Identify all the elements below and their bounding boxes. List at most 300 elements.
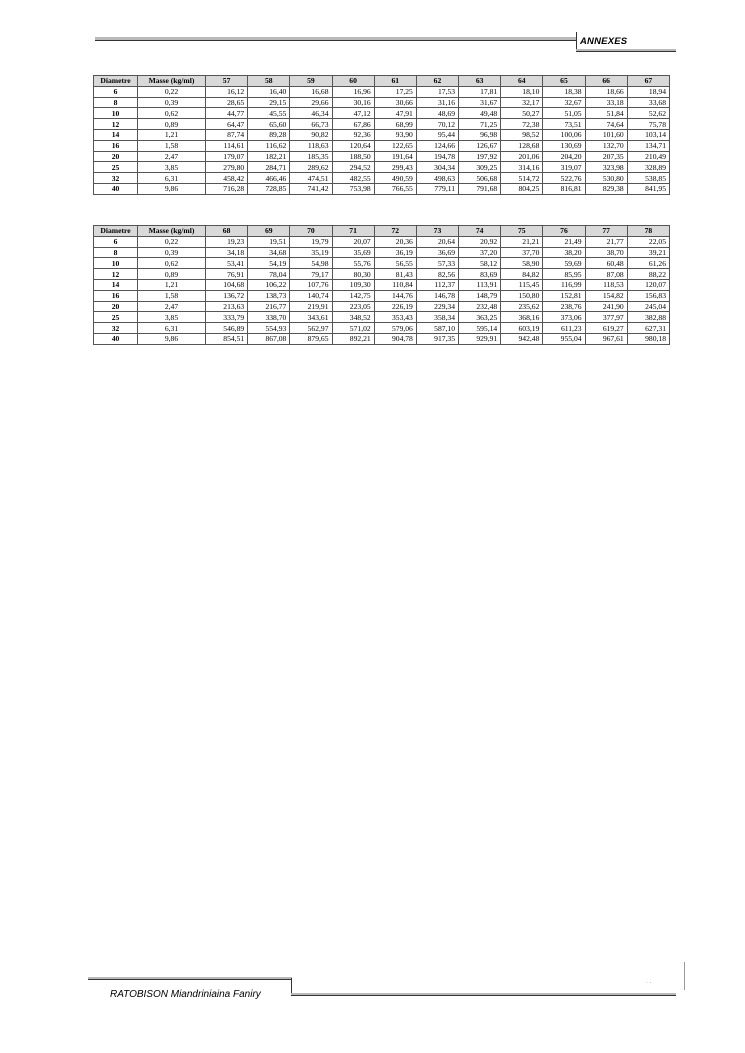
table-row bbox=[94, 97, 670, 108]
cell-section: 967,61 bbox=[585, 333, 627, 344]
cell-section: 66,73 bbox=[290, 119, 332, 130]
cell-mass: 0,22 bbox=[138, 236, 206, 247]
table-row bbox=[94, 301, 670, 312]
cell-section: 482,55 bbox=[332, 173, 374, 184]
header-bar-count: 65 bbox=[543, 76, 585, 87]
cell-section: 741,42 bbox=[290, 183, 332, 194]
cell-mass: 3,85 bbox=[138, 312, 206, 323]
cell-section: 110,84 bbox=[374, 279, 416, 290]
cell-section: 368,16 bbox=[501, 312, 543, 323]
table-row bbox=[94, 247, 670, 258]
cell-section: 627,31 bbox=[627, 323, 669, 334]
cell-section: 323,98 bbox=[585, 162, 627, 173]
cell-section: 146,78 bbox=[416, 290, 458, 301]
cell-section: 49,48 bbox=[459, 108, 501, 119]
cell-section: 213,63 bbox=[206, 301, 248, 312]
cell-section: 603,19 bbox=[501, 323, 543, 334]
cell-mass: 3,85 bbox=[138, 162, 206, 173]
cell-section: 879,65 bbox=[290, 333, 332, 344]
cell-section: 554,93 bbox=[248, 323, 290, 334]
table-row bbox=[94, 86, 670, 97]
cell-section: 18,66 bbox=[585, 86, 627, 97]
cell-section: 194,78 bbox=[416, 151, 458, 162]
cell-section: 60,48 bbox=[585, 258, 627, 269]
header-bar-count: 75 bbox=[501, 226, 543, 237]
cell-section: 179,07 bbox=[206, 151, 248, 162]
cell-section: 571,02 bbox=[332, 323, 374, 334]
header-bar-count: 72 bbox=[374, 226, 416, 237]
cell-section: 333,79 bbox=[206, 312, 248, 323]
cell-section: 216,77 bbox=[248, 301, 290, 312]
cell-section: 538,85 bbox=[627, 173, 669, 184]
page-section-title: ANNEXES bbox=[580, 36, 628, 47]
cell-diameter: 12 bbox=[94, 269, 138, 280]
cell-section: 95,44 bbox=[416, 129, 458, 140]
cell-section: 118,63 bbox=[290, 140, 332, 151]
cell-section: 93,90 bbox=[374, 129, 416, 140]
cell-section: 61,26 bbox=[627, 258, 669, 269]
cell-section: 31,67 bbox=[459, 97, 501, 108]
cell-mass: 0,22 bbox=[138, 86, 206, 97]
cell-section: 514,72 bbox=[501, 173, 543, 184]
cell-section: 20,36 bbox=[374, 236, 416, 247]
cell-section: 289,62 bbox=[290, 162, 332, 173]
cell-section: 47,12 bbox=[332, 108, 374, 119]
header-bar-count: 76 bbox=[543, 226, 585, 237]
cell-section: 17,53 bbox=[416, 86, 458, 97]
cell-mass: 0,62 bbox=[138, 258, 206, 269]
cell-section: 892,21 bbox=[332, 333, 374, 344]
table-row bbox=[94, 173, 670, 184]
cell-section: 229,34 bbox=[416, 301, 458, 312]
cell-section: 245,04 bbox=[627, 301, 669, 312]
cell-diameter: 6 bbox=[94, 86, 138, 97]
cell-section: 309,25 bbox=[459, 162, 501, 173]
table-row bbox=[94, 140, 670, 151]
cell-section: 144,76 bbox=[374, 290, 416, 301]
cell-mass: 1,21 bbox=[138, 279, 206, 290]
header-bar-count: 66 bbox=[585, 76, 627, 87]
cell-section: 32,67 bbox=[543, 97, 585, 108]
cell-section: 579,06 bbox=[374, 323, 416, 334]
cell-section: 955,04 bbox=[543, 333, 585, 344]
cell-section: 338,70 bbox=[248, 312, 290, 323]
cell-section: 19,23 bbox=[206, 236, 248, 247]
cell-section: 114,61 bbox=[206, 140, 248, 151]
cell-mass: 9,86 bbox=[138, 183, 206, 194]
cell-section: 353,43 bbox=[374, 312, 416, 323]
cell-section: 314,16 bbox=[501, 162, 543, 173]
footer-author: RATOBISON Miandriniaina Faniry bbox=[110, 989, 261, 1000]
cell-section: 37,70 bbox=[501, 247, 543, 258]
header-bar-count: 64 bbox=[501, 76, 543, 87]
cell-section: 207,35 bbox=[585, 151, 627, 162]
cell-diameter: 32 bbox=[94, 323, 138, 334]
cell-section: 39,21 bbox=[627, 247, 669, 258]
cell-section: 116,62 bbox=[248, 140, 290, 151]
header-rule bbox=[95, 37, 577, 41]
cell-section: 34,68 bbox=[248, 247, 290, 258]
cell-section: 241,90 bbox=[585, 301, 627, 312]
cell-section: 29,15 bbox=[248, 97, 290, 108]
footer-rule-left bbox=[88, 977, 292, 980]
table-body bbox=[94, 236, 670, 344]
cell-section: 766,55 bbox=[374, 183, 416, 194]
cell-section: 80,30 bbox=[332, 269, 374, 280]
cell-section: 20,64 bbox=[416, 236, 458, 247]
cell-diameter: 20 bbox=[94, 301, 138, 312]
header-bar-count: 70 bbox=[290, 226, 332, 237]
cell-diameter: 16 bbox=[94, 290, 138, 301]
table-row bbox=[94, 151, 670, 162]
cell-section: 587,10 bbox=[416, 323, 458, 334]
header-bar-count: 78 bbox=[627, 226, 669, 237]
cell-diameter: 40 bbox=[94, 333, 138, 344]
table-header-row bbox=[94, 226, 670, 237]
cell-section: 45,55 bbox=[248, 108, 290, 119]
cell-diameter: 8 bbox=[94, 247, 138, 258]
cell-section: 18,38 bbox=[543, 86, 585, 97]
cell-section: 78,04 bbox=[248, 269, 290, 280]
cell-section: 50,27 bbox=[501, 108, 543, 119]
cell-mass: 0,89 bbox=[138, 269, 206, 280]
cell-section: 104,68 bbox=[206, 279, 248, 290]
cell-section: 16,40 bbox=[248, 86, 290, 97]
table-row bbox=[94, 279, 670, 290]
cell-section: 348,52 bbox=[332, 312, 374, 323]
cell-section: 87,74 bbox=[206, 129, 248, 140]
cell-section: 83,69 bbox=[459, 269, 501, 280]
cell-section: 54,98 bbox=[290, 258, 332, 269]
footer-step bbox=[291, 978, 294, 994]
header-bar-count: 69 bbox=[248, 226, 290, 237]
table-row bbox=[94, 333, 670, 344]
header-bar-count: 63 bbox=[459, 76, 501, 87]
cell-section: 816,81 bbox=[543, 183, 585, 194]
cell-section: 562,97 bbox=[290, 323, 332, 334]
cell-section: 20,07 bbox=[332, 236, 374, 247]
cell-section: 16,68 bbox=[290, 86, 332, 97]
rebar-section-table-2 bbox=[93, 225, 670, 345]
cell-section: 18,94 bbox=[627, 86, 669, 97]
footer-dots: · · bbox=[646, 980, 652, 986]
cell-section: 235,62 bbox=[501, 301, 543, 312]
cell-section: 79,17 bbox=[290, 269, 332, 280]
cell-section: 112,37 bbox=[416, 279, 458, 290]
header-bar-count: 74 bbox=[459, 226, 501, 237]
cell-diameter: 16 bbox=[94, 140, 138, 151]
cell-section: 917,35 bbox=[416, 333, 458, 344]
header-bar-count: 58 bbox=[248, 76, 290, 87]
cell-mass: 9,86 bbox=[138, 333, 206, 344]
cell-section: 65,60 bbox=[248, 119, 290, 130]
cell-section: 16,12 bbox=[206, 86, 248, 97]
cell-section: 44,77 bbox=[206, 108, 248, 119]
cell-section: 28,65 bbox=[206, 97, 248, 108]
footer-rule-right bbox=[291, 993, 676, 996]
cell-section: 59,69 bbox=[543, 258, 585, 269]
cell-section: 328,89 bbox=[627, 162, 669, 173]
cell-section: 36,69 bbox=[416, 247, 458, 258]
cell-section: 81,43 bbox=[374, 269, 416, 280]
cell-section: 134,71 bbox=[627, 140, 669, 151]
cell-diameter: 8 bbox=[94, 97, 138, 108]
cell-mass: 1,21 bbox=[138, 129, 206, 140]
footer-page-marker bbox=[684, 962, 685, 990]
cell-section: 53,41 bbox=[206, 258, 248, 269]
table-row bbox=[94, 312, 670, 323]
cell-section: 96,98 bbox=[459, 129, 501, 140]
cell-diameter: 25 bbox=[94, 312, 138, 323]
cell-section: 89,28 bbox=[248, 129, 290, 140]
cell-section: 21,77 bbox=[585, 236, 627, 247]
cell-section: 113,91 bbox=[459, 279, 501, 290]
cell-section: 30,66 bbox=[374, 97, 416, 108]
table-body bbox=[94, 86, 670, 194]
rebar-section-table-1 bbox=[93, 75, 670, 195]
cell-section: 87,08 bbox=[585, 269, 627, 280]
cell-section: 530,80 bbox=[585, 173, 627, 184]
cell-section: 98,52 bbox=[501, 129, 543, 140]
cell-section: 343,61 bbox=[290, 312, 332, 323]
cell-section: 19,79 bbox=[290, 236, 332, 247]
cell-section: 358,34 bbox=[416, 312, 458, 323]
cell-section: 188,50 bbox=[332, 151, 374, 162]
cell-section: 17,25 bbox=[374, 86, 416, 97]
header-diameter: Diametre bbox=[94, 76, 138, 87]
cell-section: 30,16 bbox=[332, 97, 374, 108]
header-bar-count: 71 bbox=[332, 226, 374, 237]
cell-section: 58,12 bbox=[459, 258, 501, 269]
header-bar-count: 67 bbox=[627, 76, 669, 87]
cell-section: 980,18 bbox=[627, 333, 669, 344]
cell-section: 116,99 bbox=[543, 279, 585, 290]
cell-section: 107,76 bbox=[290, 279, 332, 290]
table-row bbox=[94, 162, 670, 173]
cell-mass: 2,47 bbox=[138, 151, 206, 162]
cell-section: 82,56 bbox=[416, 269, 458, 280]
cell-section: 101,60 bbox=[585, 129, 627, 140]
cell-section: 204,20 bbox=[543, 151, 585, 162]
cell-section: 55,76 bbox=[332, 258, 374, 269]
cell-section: 103,14 bbox=[627, 129, 669, 140]
cell-diameter: 25 bbox=[94, 162, 138, 173]
cell-section: 279,80 bbox=[206, 162, 248, 173]
cell-section: 84,82 bbox=[501, 269, 543, 280]
cell-mass: 1,58 bbox=[138, 290, 206, 301]
cell-section: 132,70 bbox=[585, 140, 627, 151]
cell-section: 35,19 bbox=[290, 247, 332, 258]
cell-section: 185,35 bbox=[290, 151, 332, 162]
cell-section: 474,51 bbox=[290, 173, 332, 184]
cell-section: 76,91 bbox=[206, 269, 248, 280]
cell-section: 17,81 bbox=[459, 86, 501, 97]
cell-section: 148,79 bbox=[459, 290, 501, 301]
cell-section: 118,53 bbox=[585, 279, 627, 290]
cell-section: 73,51 bbox=[543, 119, 585, 130]
cell-section: 54,19 bbox=[248, 258, 290, 269]
cell-section: 90,82 bbox=[290, 129, 332, 140]
cell-section: 498,63 bbox=[416, 173, 458, 184]
cell-section: 294,52 bbox=[332, 162, 374, 173]
cell-section: 34,18 bbox=[206, 247, 248, 258]
cell-mass: 2,47 bbox=[138, 301, 206, 312]
cell-mass: 0,62 bbox=[138, 108, 206, 119]
header-bar-count: 61 bbox=[374, 76, 416, 87]
cell-section: 210,49 bbox=[627, 151, 669, 162]
cell-section: 46,34 bbox=[290, 108, 332, 119]
cell-section: 56,55 bbox=[374, 258, 416, 269]
cell-section: 201,06 bbox=[501, 151, 543, 162]
cell-section: 904,78 bbox=[374, 333, 416, 344]
cell-section: 120,64 bbox=[332, 140, 374, 151]
cell-section: 238,76 bbox=[543, 301, 585, 312]
cell-section: 70,12 bbox=[416, 119, 458, 130]
cell-mass: 6,31 bbox=[138, 173, 206, 184]
cell-section: 140,74 bbox=[290, 290, 332, 301]
cell-section: 854,51 bbox=[206, 333, 248, 344]
cell-section: 219,91 bbox=[290, 301, 332, 312]
cell-section: 58,90 bbox=[501, 258, 543, 269]
cell-section: 33,18 bbox=[585, 97, 627, 108]
cell-section: 32,17 bbox=[501, 97, 543, 108]
cell-section: 319,07 bbox=[543, 162, 585, 173]
table-header-row bbox=[94, 76, 670, 87]
cell-section: 506,68 bbox=[459, 173, 501, 184]
cell-section: 21,21 bbox=[501, 236, 543, 247]
cell-section: 728,85 bbox=[248, 183, 290, 194]
cell-section: 38,20 bbox=[543, 247, 585, 258]
cell-section: 67,86 bbox=[332, 119, 374, 130]
cell-diameter: 32 bbox=[94, 173, 138, 184]
cell-section: 126,67 bbox=[459, 140, 501, 151]
cell-section: 51,84 bbox=[585, 108, 627, 119]
cell-section: 19,51 bbox=[248, 236, 290, 247]
cell-section: 92,36 bbox=[332, 129, 374, 140]
cell-section: 929,91 bbox=[459, 333, 501, 344]
cell-section: 74,64 bbox=[585, 119, 627, 130]
table-row bbox=[94, 269, 670, 280]
cell-section: 109,30 bbox=[332, 279, 374, 290]
cell-section: 51,05 bbox=[543, 108, 585, 119]
cell-section: 37,20 bbox=[459, 247, 501, 258]
cell-section: 52,62 bbox=[627, 108, 669, 119]
cell-section: 804,25 bbox=[501, 183, 543, 194]
cell-section: 466,46 bbox=[248, 173, 290, 184]
header-bar-count: 57 bbox=[206, 76, 248, 87]
cell-section: 124,66 bbox=[416, 140, 458, 151]
cell-section: 382,88 bbox=[627, 312, 669, 323]
header-bar-count: 59 bbox=[290, 76, 332, 87]
table-row bbox=[94, 258, 670, 269]
table-row bbox=[94, 119, 670, 130]
cell-diameter: 20 bbox=[94, 151, 138, 162]
cell-section: 154,82 bbox=[585, 290, 627, 301]
cell-section: 595,14 bbox=[459, 323, 501, 334]
header-bar-count: 73 bbox=[416, 226, 458, 237]
cell-diameter: 12 bbox=[94, 119, 138, 130]
cell-section: 522,76 bbox=[543, 173, 585, 184]
cell-section: 142,75 bbox=[332, 290, 374, 301]
header-mass: Masse (kg/ml) bbox=[138, 76, 206, 87]
cell-section: 226,19 bbox=[374, 301, 416, 312]
header-bar-count: 62 bbox=[416, 76, 458, 87]
header-bar-count: 68 bbox=[206, 226, 248, 237]
cell-section: 106,22 bbox=[248, 279, 290, 290]
cell-section: 138,73 bbox=[248, 290, 290, 301]
cell-section: 72,38 bbox=[501, 119, 543, 130]
cell-section: 33,68 bbox=[627, 97, 669, 108]
cell-section: 753,98 bbox=[332, 183, 374, 194]
cell-section: 21,49 bbox=[543, 236, 585, 247]
cell-section: 191,64 bbox=[374, 151, 416, 162]
header-rule-right bbox=[576, 49, 676, 52]
cell-section: 88,22 bbox=[627, 269, 669, 280]
cell-section: 36,19 bbox=[374, 247, 416, 258]
cell-section: 31,16 bbox=[416, 97, 458, 108]
cell-mass: 0,39 bbox=[138, 97, 206, 108]
table-row bbox=[94, 323, 670, 334]
cell-mass: 0,39 bbox=[138, 247, 206, 258]
cell-section: 223,05 bbox=[332, 301, 374, 312]
table-row bbox=[94, 129, 670, 140]
cell-section: 130,69 bbox=[543, 140, 585, 151]
cell-section: 156,83 bbox=[627, 290, 669, 301]
table-row bbox=[94, 236, 670, 247]
cell-section: 546,89 bbox=[206, 323, 248, 334]
cell-section: 75,78 bbox=[627, 119, 669, 130]
cell-section: 150,80 bbox=[501, 290, 543, 301]
cell-section: 71,25 bbox=[459, 119, 501, 130]
cell-section: 363,25 bbox=[459, 312, 501, 323]
cell-section: 120,07 bbox=[627, 279, 669, 290]
cell-section: 57,33 bbox=[416, 258, 458, 269]
cell-section: 867,08 bbox=[248, 333, 290, 344]
cell-section: 152,81 bbox=[543, 290, 585, 301]
cell-mass: 0,89 bbox=[138, 119, 206, 130]
cell-mass: 1,58 bbox=[138, 140, 206, 151]
header-bar-count: 60 bbox=[332, 76, 374, 87]
cell-section: 122,65 bbox=[374, 140, 416, 151]
cell-diameter: 40 bbox=[94, 183, 138, 194]
cell-section: 100,06 bbox=[543, 129, 585, 140]
cell-section: 458,42 bbox=[206, 173, 248, 184]
header-bar-count: 77 bbox=[585, 226, 627, 237]
cell-diameter: 14 bbox=[94, 279, 138, 290]
cell-section: 64,47 bbox=[206, 119, 248, 130]
cell-section: 115,45 bbox=[501, 279, 543, 290]
cell-diameter: 10 bbox=[94, 258, 138, 269]
cell-section: 304,34 bbox=[416, 162, 458, 173]
cell-section: 182,21 bbox=[248, 151, 290, 162]
table-row bbox=[94, 108, 670, 119]
cell-section: 68,99 bbox=[374, 119, 416, 130]
table-row bbox=[94, 183, 670, 194]
cell-section: 20,92 bbox=[459, 236, 501, 247]
cell-section: 47,91 bbox=[374, 108, 416, 119]
header-mass: Masse (kg/ml) bbox=[138, 226, 206, 237]
cell-section: 38,70 bbox=[585, 247, 627, 258]
cell-section: 829,38 bbox=[585, 183, 627, 194]
cell-diameter: 10 bbox=[94, 108, 138, 119]
cell-section: 35,69 bbox=[332, 247, 374, 258]
cell-diameter: 14 bbox=[94, 129, 138, 140]
cell-section: 136,72 bbox=[206, 290, 248, 301]
cell-section: 128,68 bbox=[501, 140, 543, 151]
cell-section: 716,28 bbox=[206, 183, 248, 194]
cell-section: 299,43 bbox=[374, 162, 416, 173]
cell-section: 377,97 bbox=[585, 312, 627, 323]
